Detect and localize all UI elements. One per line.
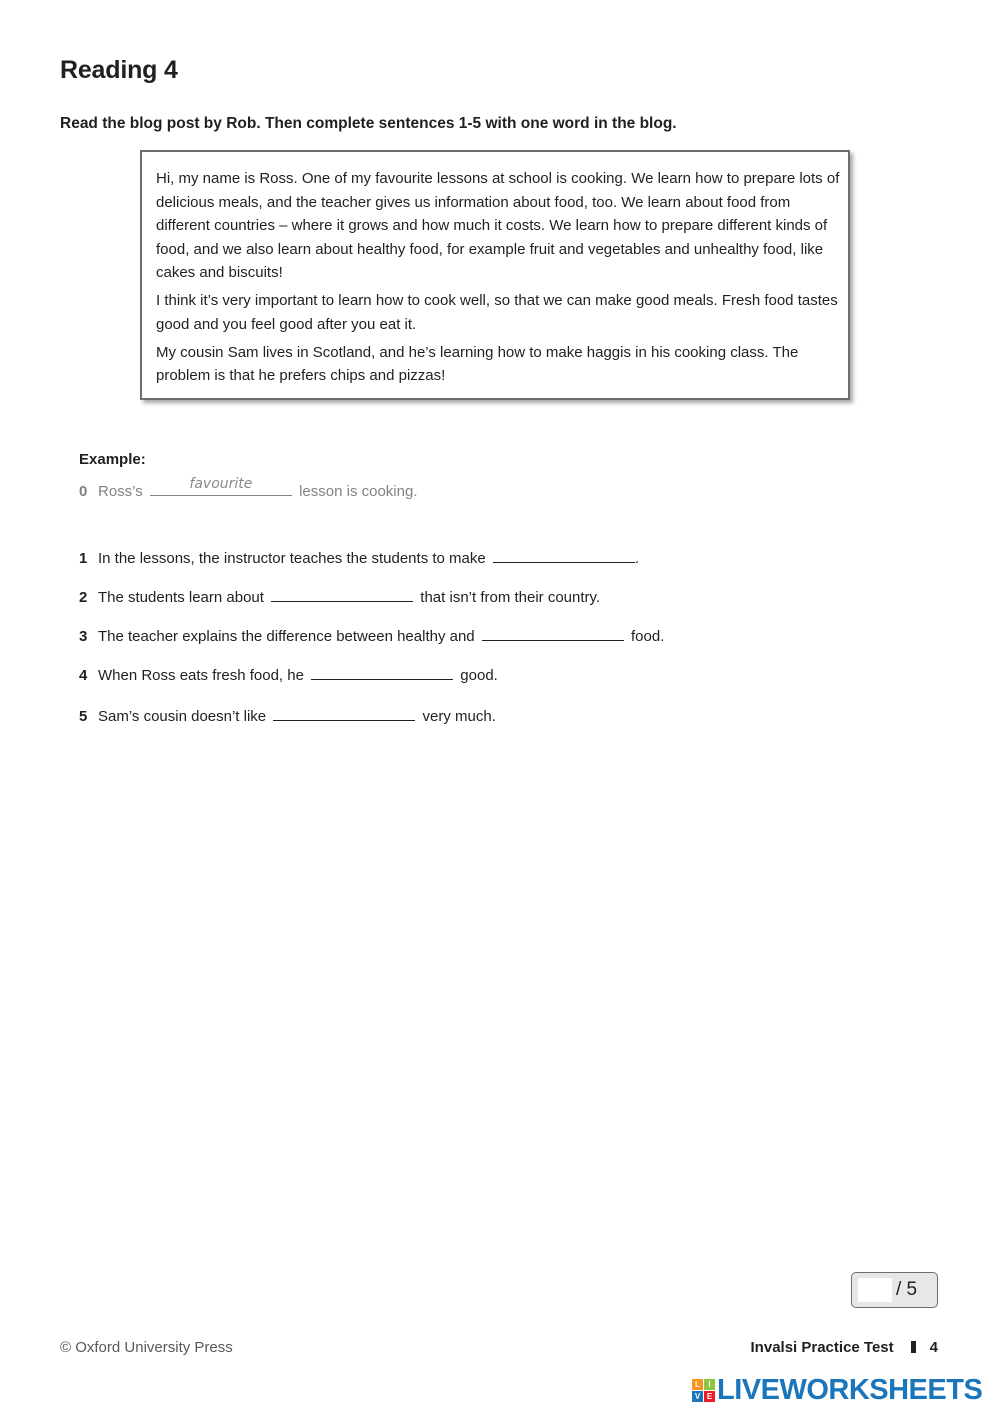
answer-blank-3[interactable] bbox=[482, 626, 624, 641]
score-input[interactable] bbox=[858, 1278, 892, 1302]
question-number: 3 bbox=[79, 628, 88, 645]
page-title: Reading 4 bbox=[60, 56, 178, 84]
question-number: 5 bbox=[79, 708, 88, 725]
question-2 bbox=[79, 587, 600, 606]
mark-letter: E bbox=[704, 1391, 715, 1402]
blog-paragraph: My cousin Sam lives in Scotland, and he’s learning how to make haggis in his cooking class. The problem is that he prefers chips and pizzas! bbox=[156, 343, 799, 384]
question-3 bbox=[79, 626, 664, 645]
question-text-after: food. bbox=[631, 628, 665, 645]
question-text-after: good. bbox=[460, 667, 498, 684]
blog-paragraph: I think it’s very important to learn how to cook well, so that we can make good meals. Fresh food tastes good and you feel good after you eat it. bbox=[156, 292, 838, 333]
mark-letter: L bbox=[692, 1379, 703, 1390]
question-number: 4 bbox=[79, 667, 88, 684]
question-number: 1 bbox=[79, 550, 88, 567]
example-sentence bbox=[79, 476, 418, 500]
question-text-before: The teacher explains the difference between healthy and bbox=[98, 628, 475, 645]
question-text-before: When Ross eats fresh food, he bbox=[98, 667, 304, 684]
question-text-after: that isn’t from their country. bbox=[420, 589, 601, 606]
footer-test-info bbox=[751, 1339, 938, 1356]
example-label: Example: bbox=[79, 451, 146, 468]
liveworksheets-logo bbox=[692, 1375, 982, 1405]
example-before: Ross’s bbox=[98, 483, 143, 500]
liveworksheets-mark-icon bbox=[692, 1379, 715, 1402]
example-answer: favourite bbox=[189, 476, 253, 492]
answer-blank-4[interactable] bbox=[311, 665, 453, 680]
question-text-before: In the lessons, the instructor teaches the students to make bbox=[98, 550, 486, 567]
mark-letter: V bbox=[692, 1391, 703, 1402]
instruction: Read the blog post by Rob. Then complete sentences 1-5 with one word in the blog. bbox=[60, 115, 677, 132]
question-text-after: very much. bbox=[422, 708, 496, 725]
example-after: lesson is cooking. bbox=[299, 483, 418, 500]
answer-blank-5[interactable] bbox=[273, 706, 415, 721]
score-total: / 5 bbox=[896, 1279, 918, 1300]
logo-text: LIVEWORKSHEETS bbox=[717, 1373, 983, 1406]
separator-bar bbox=[911, 1341, 916, 1353]
question-number: 0 bbox=[79, 483, 88, 500]
blog-paragraph: Hi, my name is Ross. One of my favourite lessons at school is cooking. We learn how to prepare lots of delicious meals, and the teacher gives us information about food, too. We learn about food from different countries – where it grows and how much it costs. We learn how to prepare different kinds of food, and we also learn about healthy food, for example fruit and vegetables and unhealthy food, like cakes and biscuits! bbox=[156, 170, 840, 281]
question-5 bbox=[79, 706, 496, 725]
question-number: 2 bbox=[79, 589, 88, 606]
question-1 bbox=[79, 548, 639, 567]
page-number: 4 bbox=[929, 1339, 938, 1356]
copyright: © Oxford University Press bbox=[60, 1339, 233, 1356]
example-answer-blank bbox=[150, 476, 292, 496]
score-box bbox=[851, 1272, 938, 1308]
answer-blank-1[interactable] bbox=[493, 548, 635, 563]
question-text-after: . bbox=[634, 550, 640, 567]
test-name: Invalsi Practice Test bbox=[750, 1339, 894, 1356]
question-text-before: Sam’s cousin doesn’t like bbox=[98, 708, 267, 725]
question-text-before: The students learn about bbox=[98, 589, 264, 606]
question-4 bbox=[79, 665, 498, 684]
mark-letter: I bbox=[704, 1379, 715, 1390]
blog-post-box bbox=[140, 150, 850, 400]
answer-blank-2[interactable] bbox=[271, 587, 413, 602]
